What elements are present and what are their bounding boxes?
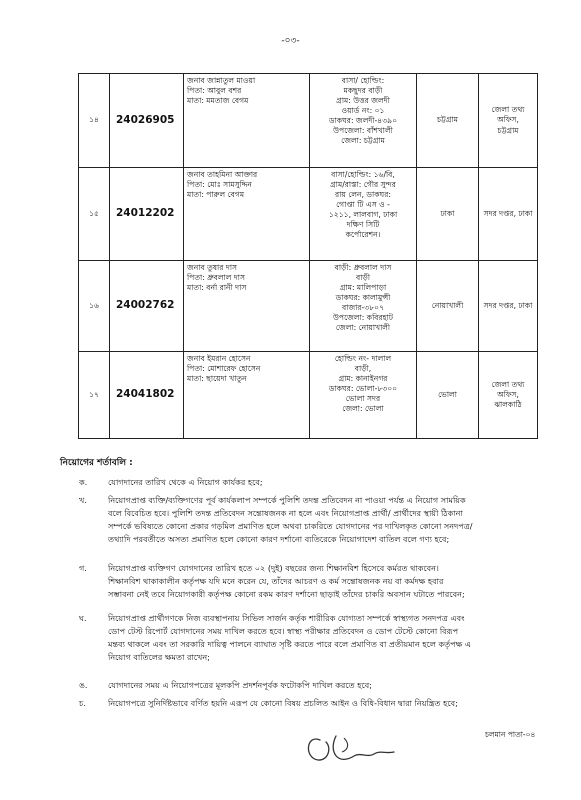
cell-line: 24026905 (116, 113, 175, 126)
cell-line: জেলা: নোয়াখালী (335, 323, 391, 333)
cell-line: জেলা তথ্য অফিস, (491, 379, 525, 399)
cell-line: জেলা: চট্টগ্রাম (341, 136, 385, 146)
cell-line: ওয়ার্ড নং: ০১ (341, 106, 385, 116)
condition-text-line: মন্তব্য থাকলে এবং তা সরকারি দায়িত্ব পালনে ব্যাঘাত সৃষ্টি করতে পারে বলে প্রমাণিত বা প্রতীয়মান হলে কর্তৃপক্ষ এ (108, 639, 472, 650)
serial-cell (79, 261, 110, 352)
cell-line: ডাকঘর: ভোলা-৮৩০০ (328, 384, 398, 394)
cell-line: জনাব তুষার দাস (187, 263, 238, 272)
serial-cell (79, 74, 110, 168)
roll-number-cell (110, 168, 184, 261)
cell-line: জনাব ইমরান হোসেন (187, 354, 251, 363)
cell-line: সদর দপ্তর, ঢাকা (483, 208, 533, 218)
cell-line: জনাব জান্নাতুল মাওয়া (187, 76, 256, 85)
office-cell (479, 74, 538, 168)
serial-cell (79, 168, 110, 261)
cell-line: নোয়াখালী (431, 300, 464, 310)
cell-line: উপজেলা: কবিরহাট (333, 313, 393, 323)
cell-line: 24002762 (116, 299, 175, 312)
cell-line: ডাকঘর: কালামুন্সী (335, 293, 391, 303)
cell-line: ১২১১, লালবাগ, ঢাকা (328, 210, 398, 220)
continued-page-note: চলমান পাতা-০৪ (485, 730, 536, 739)
name-cell (184, 168, 310, 261)
condition-marker: খ. (79, 495, 87, 505)
condition-text-line: নিয়োগপত্রে সুনির্দিষ্টভাবে বর্ণিত হয়নি এরূপ যে কোনো বিষয় প্রচলিত আইন ও বিধি-বিধান দ্বারা নিয়ন্ত্রিত হবে; (108, 698, 458, 708)
condition-text-line: শিক্ষানবিশ থাকাকালীন কর্তৃপক্ষ যদি মনে করেন যে, তাঁদের আচরণ ও কর্ম সন্তোষজনক নয় বা কর্মদক্ষ হবার (108, 576, 444, 587)
cell-line: বাড়ী: ধ্রুবলাল দাস (334, 263, 392, 272)
name-cell (184, 352, 310, 439)
condition-marker: ঘ. (79, 613, 87, 623)
district-cell (417, 352, 479, 439)
cell-line: বাসা/ হোল্ডিং: (341, 76, 385, 85)
cell-line: মাতা: বর্না রানী দাস (187, 283, 247, 293)
roll-number-cell (110, 352, 184, 439)
cell-line: 24012202 (116, 207, 175, 220)
cell-line: বাসা/হোল্ডিং: ১৬/বি, (331, 170, 395, 179)
cell-line: পিতা: মোঃ সামসুদ্দিন (187, 180, 252, 190)
condition-text-line: সম্ভাবনা নেই তবে নিয়োগকারী কর্তৃপক্ষ কোনো রকম কারণ দর্শানো ছাড়াই তাঁদের চাকরি অবসান ঘটাতে পারবেন; (108, 589, 465, 600)
district-cell (417, 261, 479, 352)
condition-text-line: নিয়োগ বাতিলের ক্ষমতা রাখেন; (108, 652, 210, 663)
cell-line: গ্রাম: মালিপাড়া (339, 283, 387, 293)
serial-cell (79, 352, 110, 439)
cell-line: মাতা: মমতাজ বেগম (187, 96, 249, 106)
cell-line: বাড়ী (355, 273, 371, 283)
cell-line: পিতা: ধ্রুবলাল দাস (187, 273, 246, 283)
cell-line: 24041802 (116, 388, 175, 401)
cell-line: ঢাকা (440, 208, 455, 218)
cell-line: বাজার-৩৮০৭ (341, 303, 385, 313)
condition-marker: গ. (79, 563, 87, 573)
condition-text-line: নিয়োগপ্রাপ্ত ব্যক্তিগণ যোগদানের তারিখ হতে ০২ (দুই) বছরের জন্য শিক্ষানবিশ হিসেবে কর্মরত থাকবেন। (108, 563, 439, 573)
district-cell (417, 74, 479, 168)
table-row (79, 168, 538, 261)
cell-line: পিতা: আবুল বশর (187, 86, 242, 96)
cell-line: মাতা: ছায়েদা খাতুন (187, 374, 247, 384)
condition-text-line: নিয়োগপ্রাপ্ত ব্যক্তি/ব্যক্তিগণের পূর্ব কার্যকলাপ সম্পর্কে পুলিশি তদন্ত প্রতিবেদন না পাওয়া পর্যন্ত এ নিয়োগ সাময়িক (108, 495, 466, 505)
cell-line: জেলা: ভোলা (342, 404, 384, 414)
office-cell (479, 261, 538, 352)
condition-item (80, 679, 542, 692)
cell-line: কর্পোরেশন। (345, 230, 381, 240)
cell-line: দক্ষিণ সিটি (346, 220, 380, 230)
cell-line: ভোলা সদর (345, 394, 381, 404)
signature (298, 718, 418, 778)
condition-item (80, 562, 542, 601)
cell-line: ১৫ (89, 208, 99, 218)
condition-text-line: সম্পর্কে ভবিষ্যতে কোনো প্রকার গড়মিল প্রমাণিত হলে অথবা চাকরিতে যোগদানের পর দাখিলকৃত কোনো সনদপত্র/ (108, 521, 473, 532)
condition-marker: চ. (79, 698, 86, 708)
cell-line: ১৭ (89, 389, 99, 399)
cell-line: গ্রাম/রাস্তা: গৌর সুন্দর (330, 180, 396, 190)
condition-marker: ক. (79, 477, 88, 487)
office-cell (479, 352, 538, 439)
condition-text-line: বলে বিবেচিত হবে। পুলিশি তদন্ত প্রতিবেদন সন্তোষজনক না হলে এবং নিয়োগপ্রাপ্ত প্রার্থী/ প্রার্থীদের স্থায়ী ঠিকানা (108, 508, 463, 519)
cell-line: জনাব তাহমিনা আক্তার (187, 170, 258, 179)
page-number: -০৩- (281, 36, 300, 46)
table-row (79, 352, 538, 439)
cell-line: ১৪ (89, 115, 99, 125)
cell-line: রায় লেন, ডাকঘর: (335, 190, 391, 200)
roll-number-cell (110, 74, 184, 168)
condition-text-line: নিয়োগপ্রাপ্ত প্রার্থীগণকে নিজ ব্যবস্থাপনায় সিভিল সার্জন কর্তৃক শারীরিক যোগ্যতা সম্পর্কে স্বাস্থ্যগত সনদপত্র এবং (108, 613, 465, 623)
condition-item (80, 697, 542, 710)
office-cell (479, 168, 538, 261)
table-row (79, 261, 538, 352)
address-cell (310, 74, 417, 168)
condition-marker: ঙ. (79, 680, 88, 690)
address-cell (310, 261, 417, 352)
cell-line: চট্টগ্রাম (497, 125, 519, 135)
condition-text-line: ডোপ টেস্ট রিপোর্ট যোগদানের সময় দাখিল করতে হবে। স্বাস্থ্য পরীক্ষার প্রতিবেদন ও ডোপ টেস্টে কোনো বিরূপ (108, 626, 459, 637)
cell-line: সদর দপ্তর, ঢাকা (483, 300, 533, 310)
cell-line: জেলা তথ্য অফিস, (491, 105, 525, 125)
name-cell (184, 74, 310, 168)
roll-number-cell (110, 261, 184, 352)
table-row (79, 74, 538, 168)
address-cell (310, 168, 417, 261)
condition-text-line: যোগদানের সময় এ নিয়োগপত্রের মূলকপি প্রদর্শনপূর্বক ফটোকপি দাখিল করতে হবে; (108, 680, 373, 690)
cell-line: মাতা: পারুল বেগম (187, 190, 245, 200)
condition-text-line: তথ্যাদি পরবর্তীতে অসত্য প্রমাণিত হলে কোনো কারণ দর্শানো ব্যতিরেকে নিয়োগাদেশ বাতিল বলে গণ্য হবে; (108, 534, 450, 545)
cell-line: উপজেলা: বাঁশখালী (333, 126, 393, 136)
cell-line: গ্রাম: কানাইনগর (338, 374, 388, 384)
cell-line: চট্টগ্রাম (437, 115, 458, 125)
condition-item (80, 612, 542, 664)
condition-item (80, 494, 542, 546)
condition-item (80, 476, 542, 489)
cell-line: ঝালকাঠি (494, 400, 522, 409)
cell-line: পিতা: মোশারেফ হোসেন (187, 364, 261, 374)
name-cell (184, 261, 310, 352)
cell-line: ডাকঘর: জলদী-৪৩৯০ (328, 116, 398, 126)
cell-line: মকছুদর বাড়ী (343, 86, 383, 96)
condition-text-line: যোগদানের তারিখ থেকে এ নিয়োগ কার্যকর হবে; (108, 477, 263, 487)
candidates-table (78, 73, 538, 439)
cell-line: ১৬ (89, 300, 99, 310)
conditions-title: নিয়োগের শর্তাবলি : (60, 458, 133, 468)
cell-line: গ্রাম: উত্তর জলদী (336, 96, 390, 106)
district-cell (417, 168, 479, 261)
cell-line: গোপ্তা টি এস ও - (336, 200, 390, 210)
cell-line: ভোলা (438, 389, 457, 399)
address-cell (310, 352, 417, 439)
cell-line: হোল্ডিং নং- দালাল (334, 354, 392, 363)
cell-line: বাড়ী, (354, 364, 372, 374)
